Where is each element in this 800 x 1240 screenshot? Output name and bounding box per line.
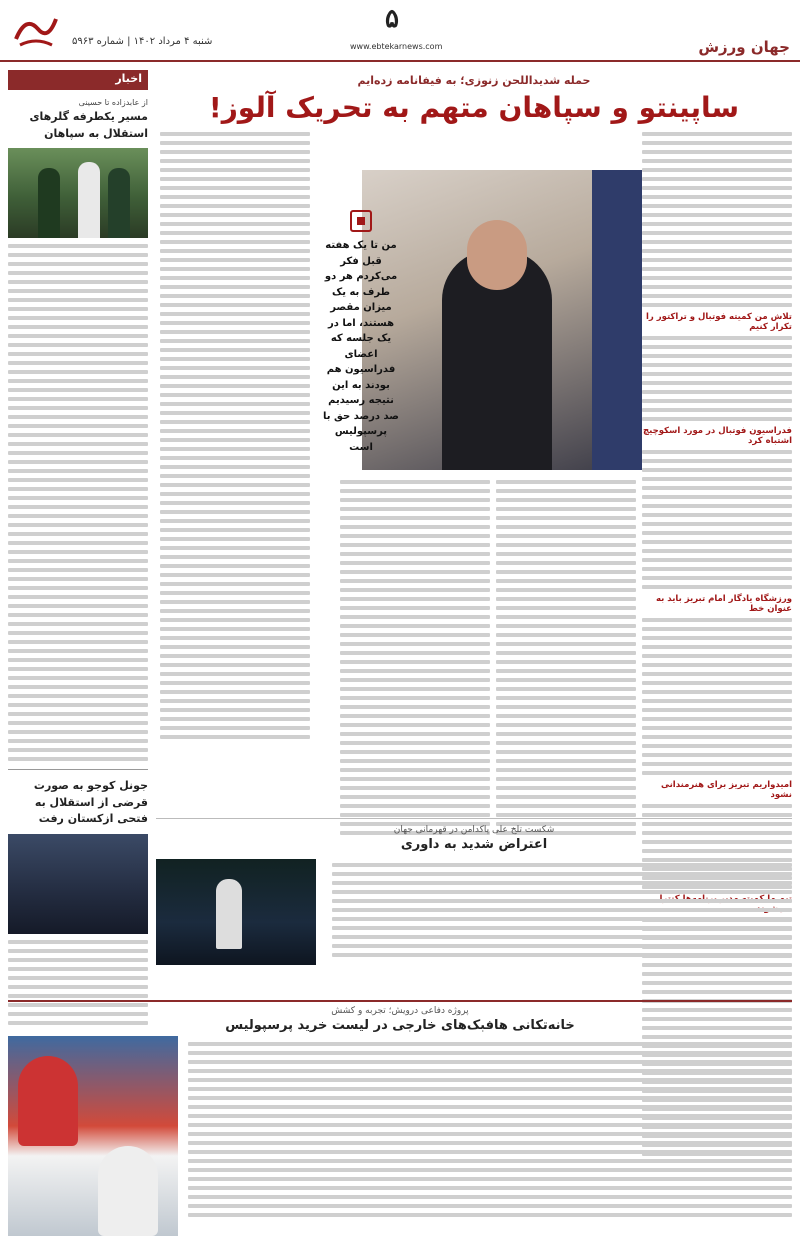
sidebar-tag: اخبار (8, 70, 148, 90)
sidebar-article-text (8, 244, 148, 761)
article-subhead: امیدواریم تبریز برای هنرمندانی نشود (661, 780, 792, 800)
story-kicker: پروژه دفاعی درویش؛ تجربه و کشش (331, 1006, 469, 1016)
athlete-photo (156, 859, 316, 965)
pull-quote-text: من تا یک هفته قبل فکر می‌کردم هر دو طرف به یک میزان مقصر هستند، اما در یک جلسه که اعضای فدراسیون هم بودند به این نتیجه رسیدیم صد درصد حق با پرسپولیس است (323, 240, 399, 453)
main-article (156, 70, 792, 800)
article-subhead: فدراسیون فوتبال در مورد اسکوچیچ اشتباه کرد (642, 426, 792, 446)
hero-photo (362, 170, 642, 470)
newspaper-logo (8, 6, 64, 56)
article-column-center-right (496, 480, 636, 840)
article-kicker: حمله شدیداللحن زنوزی؛ به فیفانامه زده‌ایم (357, 74, 591, 87)
article-headline[interactable]: ساپینتو و سپاهان متهم به تحریک آلوز! (208, 91, 740, 124)
article-subhead: تلاش من کمیته فوتبال و تراکتور را تکرار کنیم (645, 312, 792, 332)
sidebar-item-title[interactable]: جونل کوجو به صورت قرضی از استقلال به فتحی ازکستان رفت (33, 779, 148, 825)
sidebar-item-title[interactable]: مسیر یکطرفه گلرهای استقلال به سپاهان (29, 110, 148, 140)
site-url: www.ebtekarnews.com (350, 42, 443, 51)
article-column-center-left (340, 480, 490, 840)
match-photo (8, 834, 148, 934)
divider (8, 769, 148, 770)
story-text (332, 863, 792, 962)
transfer-story (8, 1000, 792, 1236)
news-sidebar (8, 70, 148, 980)
quote-icon (350, 210, 372, 232)
goalkeeper-photo (8, 148, 148, 238)
article-column-left (160, 132, 310, 744)
issue-info: شنبه ۴ مرداد ۱۴۰۲ | شماره ۵۹۶۳ (72, 36, 213, 47)
pull-quote (322, 210, 400, 455)
story-kicker: شکست تلخ علی پاکدامن در قهرمانی جهان (393, 825, 555, 835)
article-subhead: ورزشگاه یادگار امام تبریز باید به عنوان خط (655, 594, 792, 614)
story-text (188, 1042, 792, 1222)
story-headline[interactable]: خانه‌تکانی هافبک‌های خارجی در لیست خرید پرسپولیس (225, 1018, 575, 1033)
logo-mark-icon (10, 9, 62, 53)
section-title: جهان ورزش (698, 38, 790, 56)
wrestling-story (156, 818, 792, 968)
story-headline[interactable]: اعتراض شدید به داوری (400, 837, 548, 852)
players-photo (8, 1036, 178, 1236)
sidebar-item-kicker: از عابدزاده تا حسینی (78, 98, 148, 107)
page-header (0, 0, 800, 62)
page-number: ۵ (385, 4, 399, 34)
